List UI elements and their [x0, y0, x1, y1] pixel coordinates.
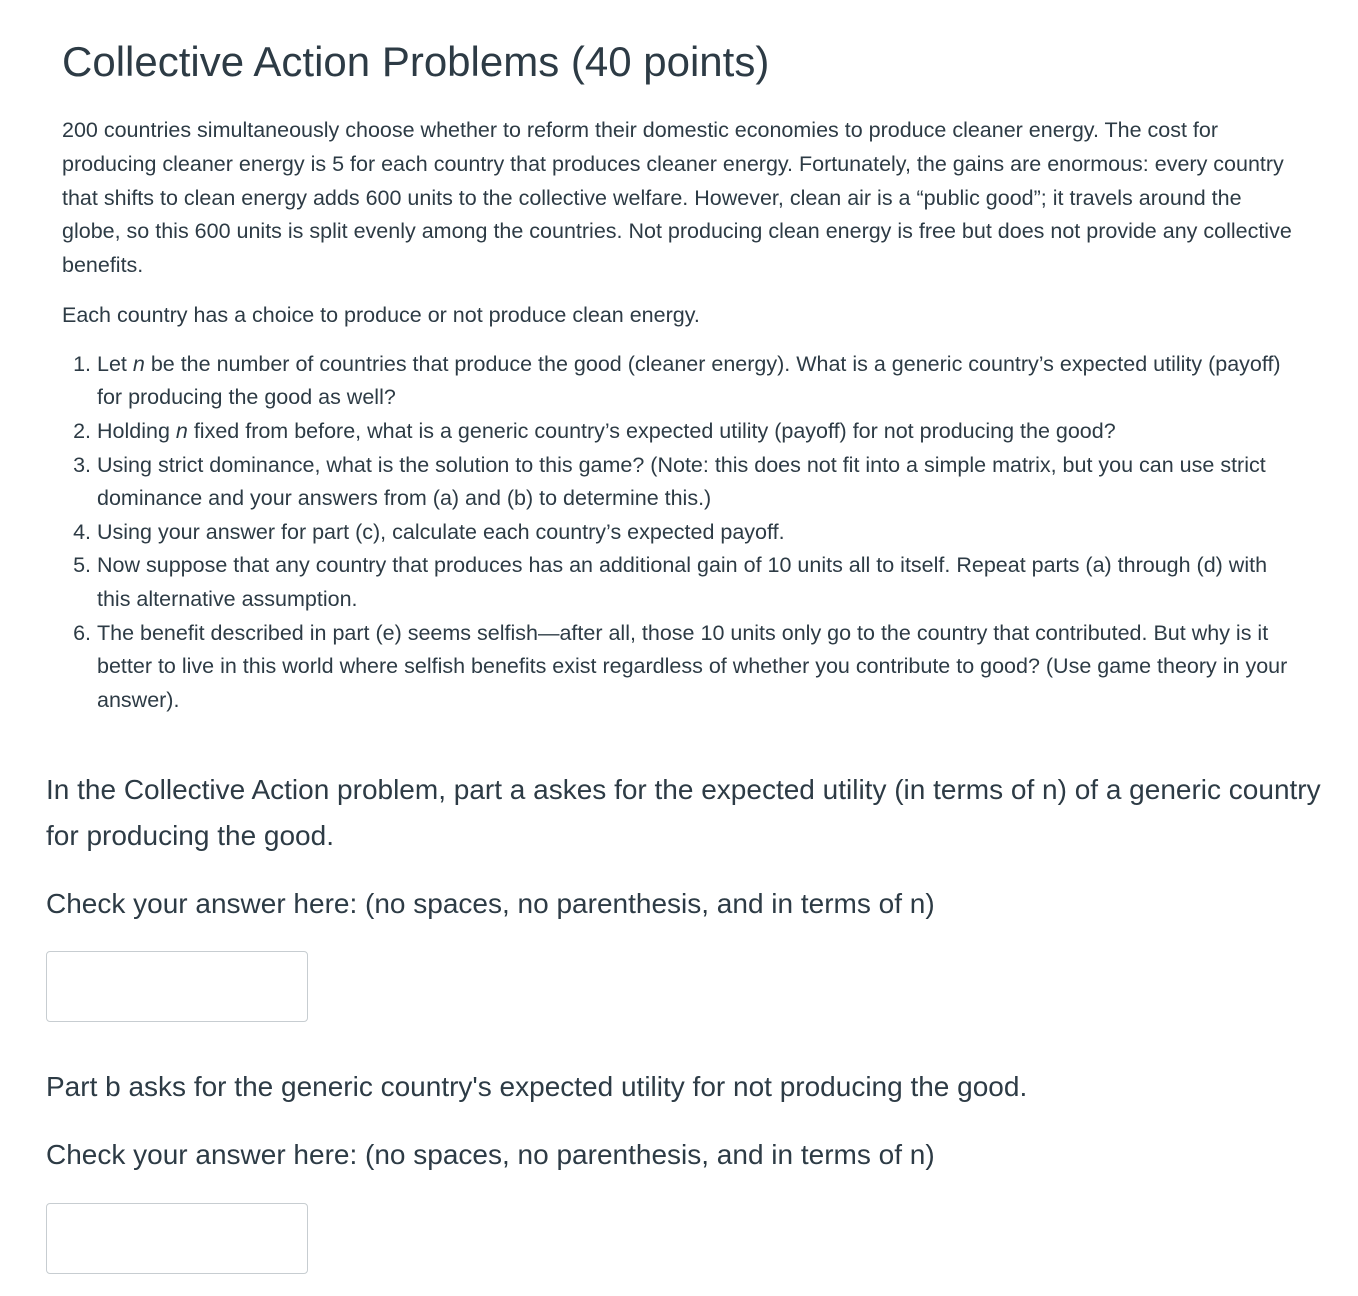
part-b-check-label: Check your answer here: (no spaces, no parenthesis, and in terms of n) [46, 1139, 935, 1170]
question-header [62, 36, 1318, 88]
part-a-answer-input[interactable] [46, 951, 308, 1022]
question-list [62, 348, 1292, 718]
variable-n: n [132, 351, 145, 376]
part-b-section [46, 1064, 1336, 1178]
part-b-answer-input[interactable] [46, 1203, 308, 1274]
variable-n: n [175, 418, 188, 443]
part-a-section [46, 767, 1336, 927]
page-title: Collective Action Problems (40 points) [62, 38, 770, 85]
part-a-check-label: Check your answer here: (no spaces, no parenthesis, and in terms of n) [46, 888, 935, 919]
list-item: 5. Now suppose that any country that produces has an additional gain of 10 units all to itself. Repeat parts (a) through (d) with this alternative assumption. [97, 549, 1292, 616]
list-item: 6. The benefit described in part (e) seems selfish—after all, those 10 units only go to the country that contributed. But why is it better to live in this world where selfish benefits exist regardless of whether you contribute to good? (Use game theory in your answer). [97, 617, 1292, 718]
list-item: 3. Using strict dominance, what is the solution to this game? (Note: this does not fit into a simple matrix, but you can use strict dominance and your answers from (a) and (b) to determine this.) [97, 449, 1292, 516]
question-body [62, 114, 1292, 717]
intro-paragraph-2: Each country has a choice to produce or not produce clean energy. [62, 302, 700, 327]
list-item: 1. Let n be the number of countries that produce the good (cleaner energy). What is a generic country’s expected utility (payoff) for producing the good as well? [97, 348, 1292, 415]
part-b-prompt: Part b asks for the generic country's expected utility for not producing the good. [46, 1071, 1028, 1102]
list-item: 2. Holding n fixed from before, what is a generic country’s expected utility (payoff) for not producing the good? [97, 415, 1292, 449]
list-item: 4. Using your answer for part (c), calculate each country’s expected payoff. [97, 516, 1292, 550]
part-a-prompt: In the Collective Action problem, part a askes for the expected utility (in terms of n) of a generic country for producing the good. [46, 774, 1321, 851]
intro-paragraph-1: 200 countries simultaneously choose whether to reform their domestic economies to produce cleaner energy. The cost for producing cleaner energy is 5 for each country that produces cleaner energy. Fortunately, the gains are enormous: every country that shifts to clean energy adds 600 units to the collective welfare. However, clean air is a “public good”; it travels around the globe, so this 600 units is split evenly among the countries. Not producing clean energy is free but does not provide any collective benefits. [62, 118, 1292, 278]
